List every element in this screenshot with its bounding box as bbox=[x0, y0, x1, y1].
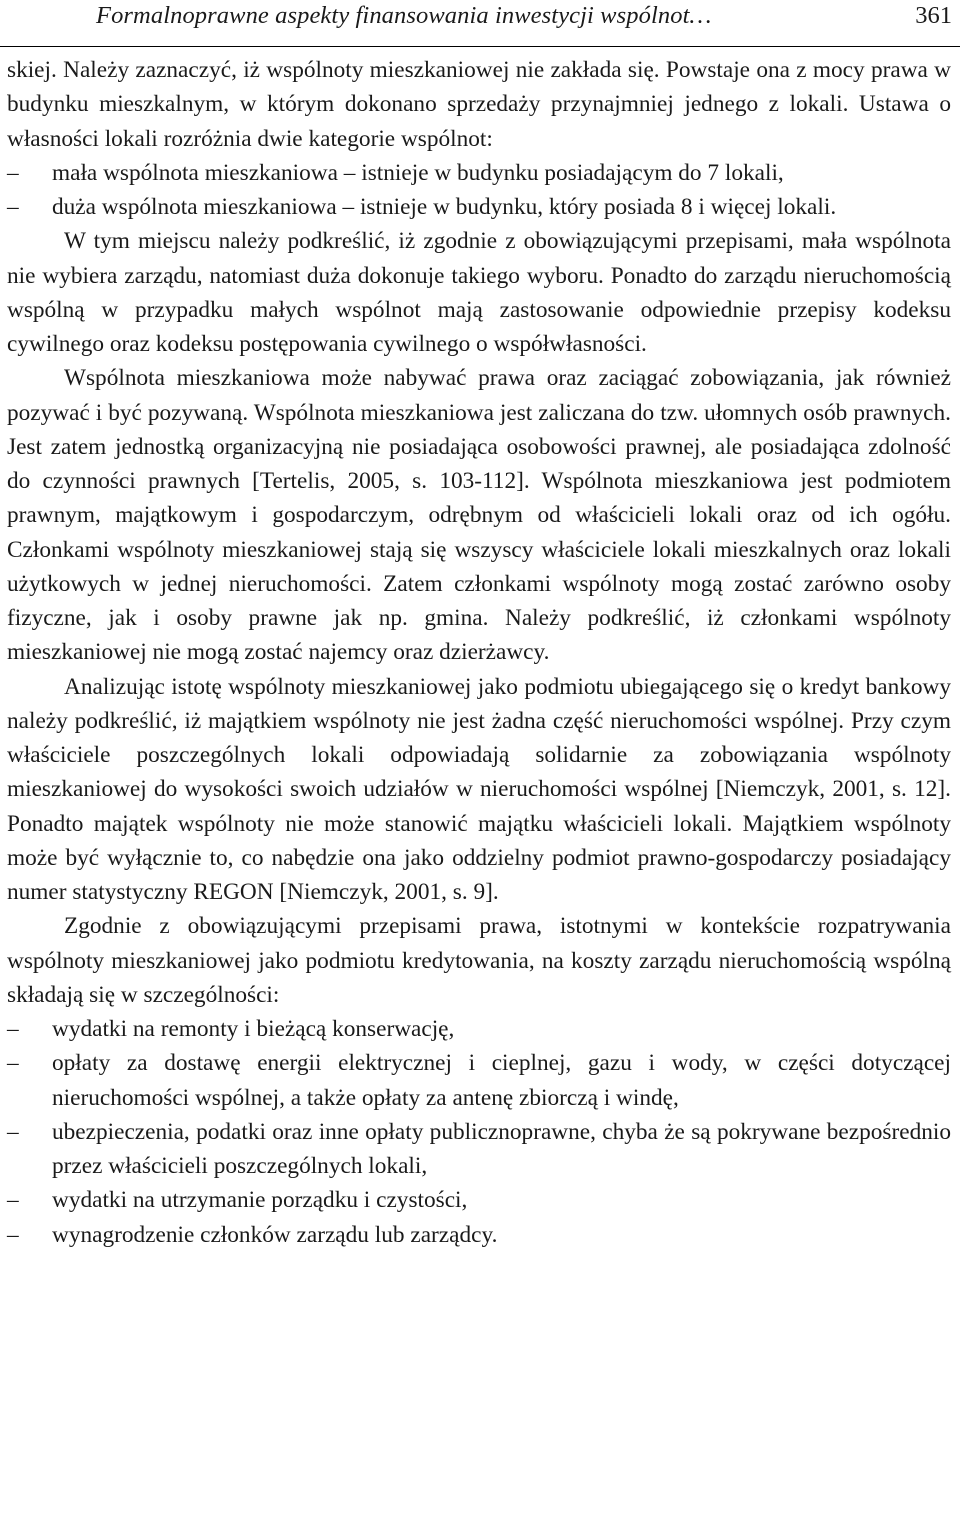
dash-bullet: – bbox=[7, 1118, 19, 1145]
page-body bbox=[7, 53, 951, 1252]
dash-bullet: – bbox=[7, 1016, 19, 1042]
running-header-title: Formalnoprawne aspekty finansowania inwestycji wspólnot… bbox=[96, 2, 712, 29]
page-number: 361 bbox=[915, 2, 952, 29]
list-item bbox=[7, 1218, 951, 1252]
list-item bbox=[7, 1046, 951, 1115]
dash-bullet: – bbox=[7, 194, 19, 220]
paragraph-1: skiej. Należy zaznaczyć, iż wspólnoty mieszkaniowej nie zakłada się. Powstaje ona z mocy prawa w budynku mieszkalnym, w którym dokonano sprzedaży przynajmniej jednego z lokali. Ustawa o własności lokali rozróżnia dwie kategorie wspólnot: bbox=[7, 57, 951, 152]
paragraph-3: Wspólnota mieszkaniowa może nabywać prawa oraz zaciągać zobowiązania, jak również pozywać i być pozywaną. Wspólnota mieszkaniowa jest zaliczana do tzw. ułomnych osób prawnych. Jest zatem jednostką organizacyjną nie posiadająca osobowości prawnej, ale posiadająca zdolność do czynności prawnych [Tertelis, 2005, s. 103-112]. Wspólnota mieszkaniowa jest podmiotem prawnym, majątkowym i gospodarczym, odrębnym od właścicieli lokali oraz od ich ogółu. Członkami wspólnoty mieszkaniowej stają się wszyscy właściciele lokali mieszkalnych oraz lokali użytkowych w jednej nieruchomości. Zatem członkami wspólnoty mogą zostać zarówno osoby fizyczne, jak i osoby prawne jak np. gmina. Należy podkreślić, iż członkami wspólnoty mieszkaniowej nie mogą zostać najemcy oraz dzierżawcy. bbox=[7, 365, 951, 666]
list-item-text: wynagrodzenie członków zarządu lub zarządcy. bbox=[52, 1221, 498, 1248]
list-item-text: opłaty za dostawę energii elektrycznej i cieplnej, gazu i wody, w części dotyczącej nieruchomości wspólnej, a także opłaty za antenę zbiorczą i windę, bbox=[52, 1050, 951, 1111]
dash-bullet: – bbox=[7, 159, 19, 186]
list-item-text: wydatki na utrzymanie porządku i czystości, bbox=[52, 1187, 468, 1214]
list-item-text: duża wspólnota mieszkaniowa – istnieje w budynku, który posiada 8 i więcej lokali. bbox=[52, 194, 837, 220]
list-item-text: ubezpieczenia, podatki oraz inne opłaty publicznoprawne, chyba że są pokrywane bezpośrednio przez właścicieli poszczególnych lokali, bbox=[52, 1118, 951, 1179]
list-community-types bbox=[7, 156, 951, 225]
list-item bbox=[7, 156, 951, 190]
dash-bullet: – bbox=[7, 1221, 19, 1248]
paragraph-5: Zgodnie z obowiązującymi przepisami prawa, istotnymi w kontekście rozpatrywania wspólnoty mieszkaniowej jako podmiotu kredytowania, na koszty zarządu nieruchomością wspólną składają się w szczególności: bbox=[7, 913, 951, 1008]
dash-bullet: – bbox=[7, 1187, 19, 1214]
list-item bbox=[7, 1183, 951, 1217]
paragraph-2: W tym miejscu należy podkreślić, iż zgodnie z obowiązującymi przepisami, mała wspólnota nie wybiera zarządu, natomiast duża dokonuje takiego wyboru. Ponadto do zarządu nieruchomością wspólną w przypadku małych wspólnot mają zastosowanie odpowiednie przepisy kodeksu cywilnego oraz kodeksu postępowania cywilnego o współwłasności. bbox=[7, 228, 951, 357]
list-item bbox=[7, 1115, 951, 1184]
running-header bbox=[0, 0, 960, 47]
paragraph-4: Analizując istotę wspólnoty mieszkaniowej jako podmiotu ubiegającego się o kredyt bankowy należy podkreślić, iż majątkiem wspólnoty nie jest żadna część nieruchomości wspólnej. Przy czym właściciele poszczególnych lokali odpowiadają solidarnie za zobowiązania wspólnoty mieszkaniowej do wysokości swoich udziałów w nieruchomości wspólnej [Niemczyk, 2001, s. 12]. Ponadto majątek wspólnoty nie może stanowić majątku właścicieli lokali. Majątkiem wspólnoty może być wyłącznie to, co nabędzie ona jako oddzielny podmiot prawno-gospodarczy posiadający numer statystyczny REGON [Niemczyk, 2001, s. 9]. bbox=[7, 673, 951, 905]
list-item-text: wydatki na remonty i bieżącą konserwację, bbox=[52, 1016, 455, 1042]
dash-bullet: – bbox=[7, 1050, 19, 1077]
list-item bbox=[7, 190, 951, 224]
list-item bbox=[7, 1012, 951, 1046]
list-item-text: mała wspólnota mieszkaniowa – istnieje w budynku posiadającym do 7 lokali, bbox=[52, 159, 784, 186]
list-management-costs bbox=[7, 1012, 951, 1252]
